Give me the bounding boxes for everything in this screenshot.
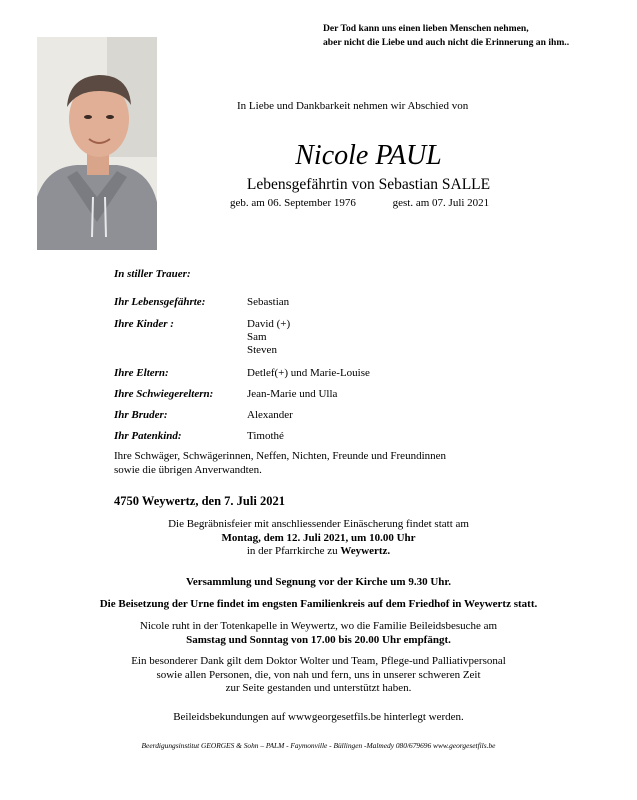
relative-name: Timothé <box>247 430 284 442</box>
relative-value-godchild <box>247 430 284 443</box>
place-and-date: 4750 Weywertz, den 7. Juli 2021 <box>114 494 285 508</box>
other-relatives <box>114 450 446 477</box>
thanks-line-1: Ein besonderer Dank gilt dem Doktor Wolter und Team, Pflege-und Palliativpersonal <box>131 655 506 667</box>
relative-name: Sebastian <box>247 296 290 308</box>
quote-line-2: aber nicht die Liebe und auch nicht die Erinnerung an ihm.. <box>323 37 570 48</box>
farewell-intro: In Liebe und Dankbarkeit nehmen wir Abschied von <box>237 100 469 112</box>
thanks-line-2: sowie allen Personen, die, von nah und fern, uns in unserer schweren Zeit <box>156 668 481 681</box>
memorial-quote <box>323 22 569 50</box>
relative-name: David (+) <box>247 318 291 330</box>
visitation-line-1: Nicole ruht in der Totenkapelle in Weywertz, wo die Familie Beileidsbesuche am <box>139 620 498 632</box>
relative-name: Steven <box>247 344 277 356</box>
funeral-place: Weywertz. <box>340 545 391 557</box>
funeral-home-footer: Beerdigungsinstitut GEORGES & Sohn – PALM - Faymonville - Büllingen -Malmedy 080/679696 www.georgesetfils.be <box>141 741 496 750</box>
mourning-heading: In stiller Trauer: <box>114 268 191 280</box>
life-dates <box>230 197 489 209</box>
relative-label-partner: Ihr Lebensgefährte: <box>114 296 206 308</box>
other-relatives-line-1: Ihre Schwäger, Schwägerinnen, Neffen, Nichten, Freunde und Freundinnen <box>114 450 447 462</box>
relative-label-in-laws: Ihre Schwiegereltern: <box>114 388 214 400</box>
urn-burial-notice: Die Beisetzung der Urne findet im engsten Familienkreis auf dem Friedhof in Weywertz statt. <box>99 598 538 610</box>
funeral-location: in der Pfarrkirche zu Weywertz. <box>246 545 391 557</box>
relative-label-brother: Ihr Bruder: <box>114 409 168 421</box>
thanks-message <box>0 655 637 696</box>
condolences-notice: Beileidsbekundungen auf wwwgeorgesetfils.be hinterlegt werden. <box>173 711 464 723</box>
relative-value-in-laws <box>247 388 337 401</box>
relative-name: Alexander <box>247 409 293 421</box>
death-date: gest. am 07. Juli 2021 <box>392 197 490 209</box>
deceased-name: Nicole PAUL <box>295 140 442 171</box>
relative-name: Jean-Marie und Ulla <box>247 388 338 400</box>
relative-value-children <box>247 318 290 357</box>
other-relatives-line-2: sowie die übrigen Anverwandten. <box>114 463 262 476</box>
relative-name: Sam <box>247 331 267 343</box>
relative-name: Detlef(+) und Marie-Louise <box>247 367 370 379</box>
visitation-info <box>0 620 637 647</box>
funeral-info <box>0 518 637 559</box>
funeral-date-time: Montag, dem 12. Juli 2021, um 10.00 Uhr <box>221 531 416 544</box>
birth-date: geb. am 06. September 1976 <box>230 197 356 209</box>
relative-label-godchild: Ihr Patenkind: <box>114 430 182 442</box>
relative-label-children: Ihre Kinder : <box>114 318 174 330</box>
relative-value-parents <box>247 367 370 380</box>
funeral-line-1: Die Begräbnisfeier mit anschliessender Einäscherung findet statt am <box>168 518 469 530</box>
relative-value-brother <box>247 409 293 422</box>
relative-label-parents: Ihre Eltern: <box>114 367 169 379</box>
gathering-notice: Versammlung und Segnung vor der Kirche um 9.30 Uhr. <box>185 576 452 588</box>
thanks-line-3: zur Seite gestanden und unterstützt haben. <box>225 682 412 694</box>
visitation-times: Samstag und Sonntag von 17.00 bis 20.00 Uhr empfängt. <box>186 633 451 646</box>
relative-value-partner <box>247 296 289 309</box>
partner-line: Lebensgefährtin von Sebastian SALLE <box>246 176 491 193</box>
quote-line-1: Der Tod kann uns einen lieben Menschen nehmen, <box>323 23 529 34</box>
